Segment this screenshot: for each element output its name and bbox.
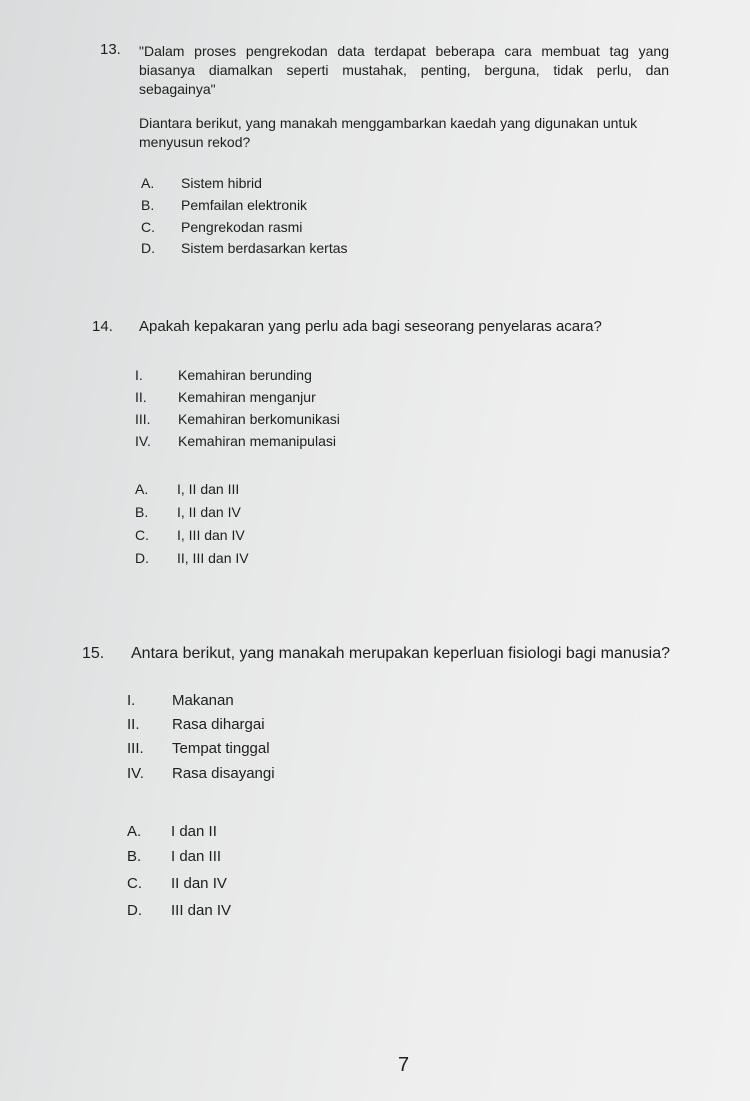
statement-label: IV. (135, 433, 151, 449)
statement-i (135, 367, 312, 383)
choice-label: B. (141, 197, 155, 213)
choice-b[interactable] (135, 504, 241, 520)
statement-label: III. (135, 411, 151, 427)
statement-text: Kemahiran menganjur (178, 389, 316, 405)
statement-text: Tempat tinggal (172, 740, 270, 757)
question-number: 15. (82, 645, 105, 662)
choice-text: Pengrekodan rasmi (181, 219, 303, 235)
choice-text: I dan III (171, 848, 222, 865)
choice-label: C. (141, 219, 155, 235)
statement-label: IV. (127, 765, 144, 782)
choice-c[interactable] (135, 527, 245, 543)
choice-label: C. (127, 875, 142, 892)
question-number: 14. (92, 318, 113, 335)
choice-label: B. (127, 848, 142, 865)
choice-label: A. (141, 175, 155, 191)
choice-label: C. (135, 527, 149, 543)
choice-text: I, III dan IV (177, 527, 245, 543)
statement-iv (135, 433, 336, 449)
statement-iii (127, 740, 270, 757)
statement-text: Kemahiran memanipulasi (178, 433, 336, 449)
choice-text: I, II dan III (177, 481, 240, 497)
statement-label: II. (127, 716, 140, 733)
statement-label: I. (135, 367, 143, 383)
question-prompt: Antara berikut, yang manakah merupakan keperluan fisiologi bagi manusia? (131, 645, 670, 662)
choice-text: I, II dan IV (177, 504, 241, 520)
question-prompt: Apakah kepakaran yang perlu ada bagi seseorang penyelaras acara? (139, 318, 602, 335)
page-number: 7 (398, 1054, 410, 1076)
statement-ii (127, 716, 265, 733)
choice-text: Pemfailan elektronik (181, 197, 308, 213)
choice-label: A. (135, 481, 149, 497)
statement-label: I. (127, 692, 136, 709)
choice-b[interactable] (141, 197, 308, 213)
choice-d[interactable] (127, 902, 232, 919)
choice-text: I dan II (171, 823, 217, 840)
statement-text: Rasa disayangi (172, 765, 275, 782)
choice-label: D. (135, 550, 149, 566)
choice-label: A. (127, 823, 142, 840)
choice-text: III dan IV (171, 902, 232, 919)
statement-iv (127, 765, 275, 782)
statement-text: Kemahiran berkomunikasi (178, 411, 340, 427)
question-quote: "Dalam proses pengrekodan data terdapat beberapa cara membuat tag yang biasanya diamalkan seperti mustahak, penting, berguna, tidak perlu, dan sebagainya" (139, 43, 669, 97)
choice-c[interactable] (141, 219, 303, 235)
statement-ii (135, 389, 316, 405)
choice-label: D. (127, 902, 142, 919)
choice-text: Sistem berdasarkan kertas (181, 240, 348, 256)
question-prompt: Diantara berikut, yang manakah menggambarkan kaedah yang digunakan untuk menyusun rekod? (139, 115, 638, 150)
choice-c[interactable] (127, 875, 227, 892)
question-number: 13. (100, 41, 121, 58)
statement-label: II. (135, 389, 147, 405)
statement-text: Rasa dihargai (172, 716, 265, 733)
choice-text: II dan IV (171, 875, 227, 892)
statement-text: Makanan (172, 692, 234, 709)
statement-i (127, 692, 234, 709)
choice-text: Sistem hibrid (181, 175, 262, 191)
choice-b[interactable] (127, 848, 222, 865)
choice-d[interactable] (141, 240, 348, 256)
choice-a[interactable] (135, 481, 240, 497)
choice-label: B. (135, 504, 149, 520)
choice-label: D. (141, 240, 155, 256)
statement-iii (135, 411, 340, 427)
statement-label: III. (127, 740, 144, 757)
statement-text: Kemahiran berunding (178, 367, 312, 383)
choice-a[interactable] (141, 175, 262, 191)
choice-a[interactable] (127, 823, 217, 840)
choice-text: II, III dan IV (177, 550, 249, 566)
choice-d[interactable] (135, 550, 249, 566)
